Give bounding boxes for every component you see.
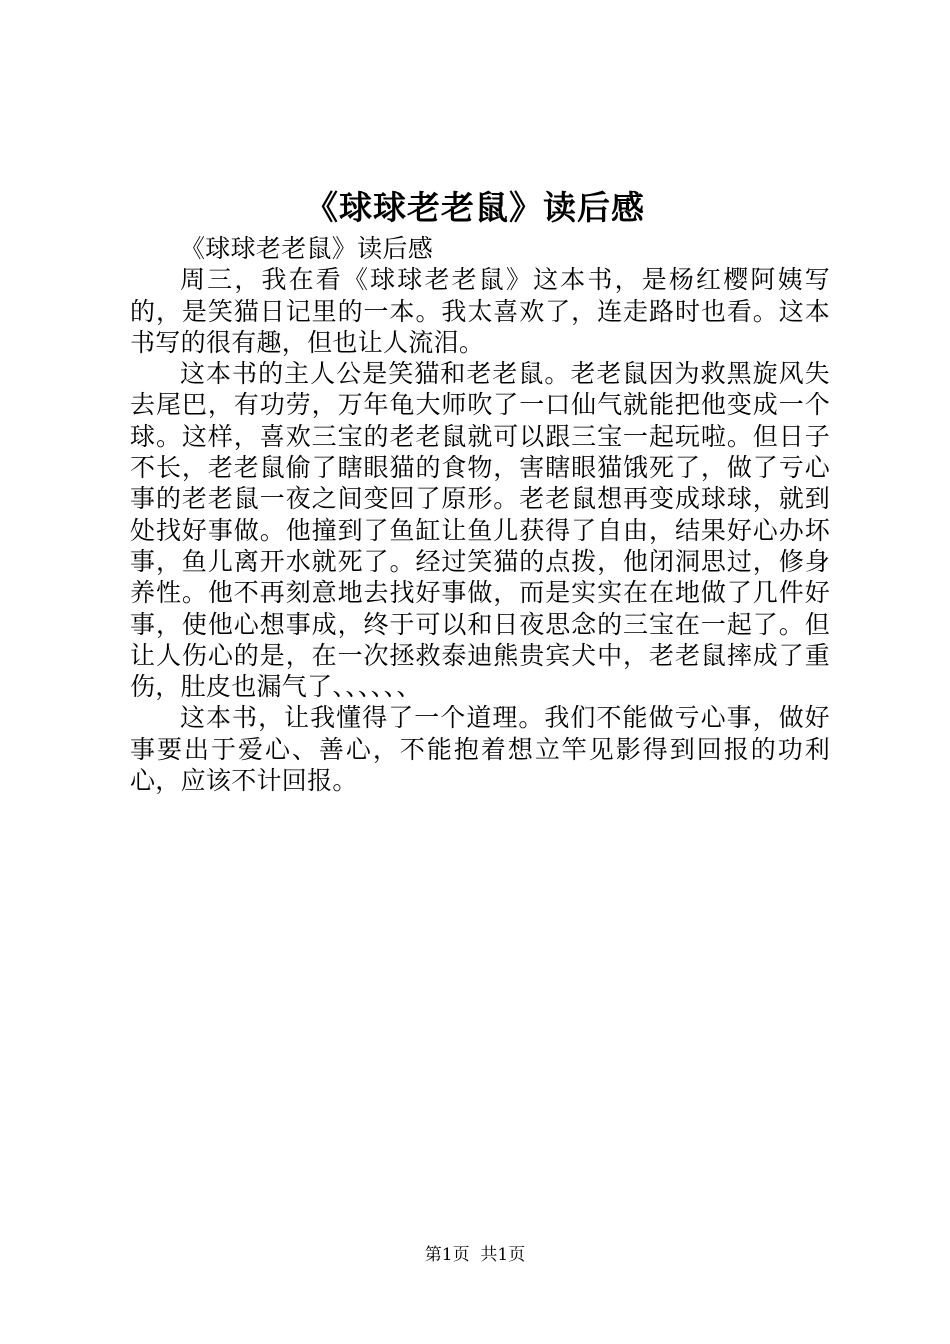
page-number: 第1页 共1页 [424,1245,526,1265]
paragraph-intro: 周三，我在看《球球老老鼠》这本书，是杨红樱阿姨写的，是笑猫日记里的一本。我太喜欢了，连走路时也看。这本书写的很有趣，但也让人流泪。 [130,265,830,357]
page-footer [0,1243,950,1267]
document-body [130,233,830,796]
paragraph-story: 这本书的主人公是笑猫和老老鼠。老老鼠因为救黑旋风失去尾巴，有功劳，万年龟大师吹了一口仙气就能把他变成一个球。这样，喜欢三宝的老老鼠就可以跟三宝一起玩啦。但日子不长，老老鼠偷了瞎眼猫的食物，害瞎眼猫饿死了，做了亏心事的老老鼠一夜之间变回了原形。老老鼠想再变成球球，就到处找好事做。他撞到了鱼缸让鱼儿获得了自由，结果好心办坏事，鱼儿离开水就死了。经过笑猫的点拨，他闭洞思过，修身养性。他不再刻意地去找好事做，而是实实在在地做了几件好事，使他心想事成，终于可以和日夜思念的三宝在一起了。但让人伤心的是，在一次拯救泰迪熊贵宾犬中，老老鼠摔成了重伤，肚皮也漏气了、、、、、、 [130,359,830,702]
document-title: 《球球老老鼠》读后感 [305,188,645,227]
paragraph-subtitle: 《球球老老鼠》读后感 [180,234,434,263]
paragraph-lesson: 这本书，让我懂得了一个道理。我们不能做亏心事，做好事要出于爱心、善心，不能抱着想立竿见影得到回报的功利心，应该不计回报。 [130,703,830,796]
